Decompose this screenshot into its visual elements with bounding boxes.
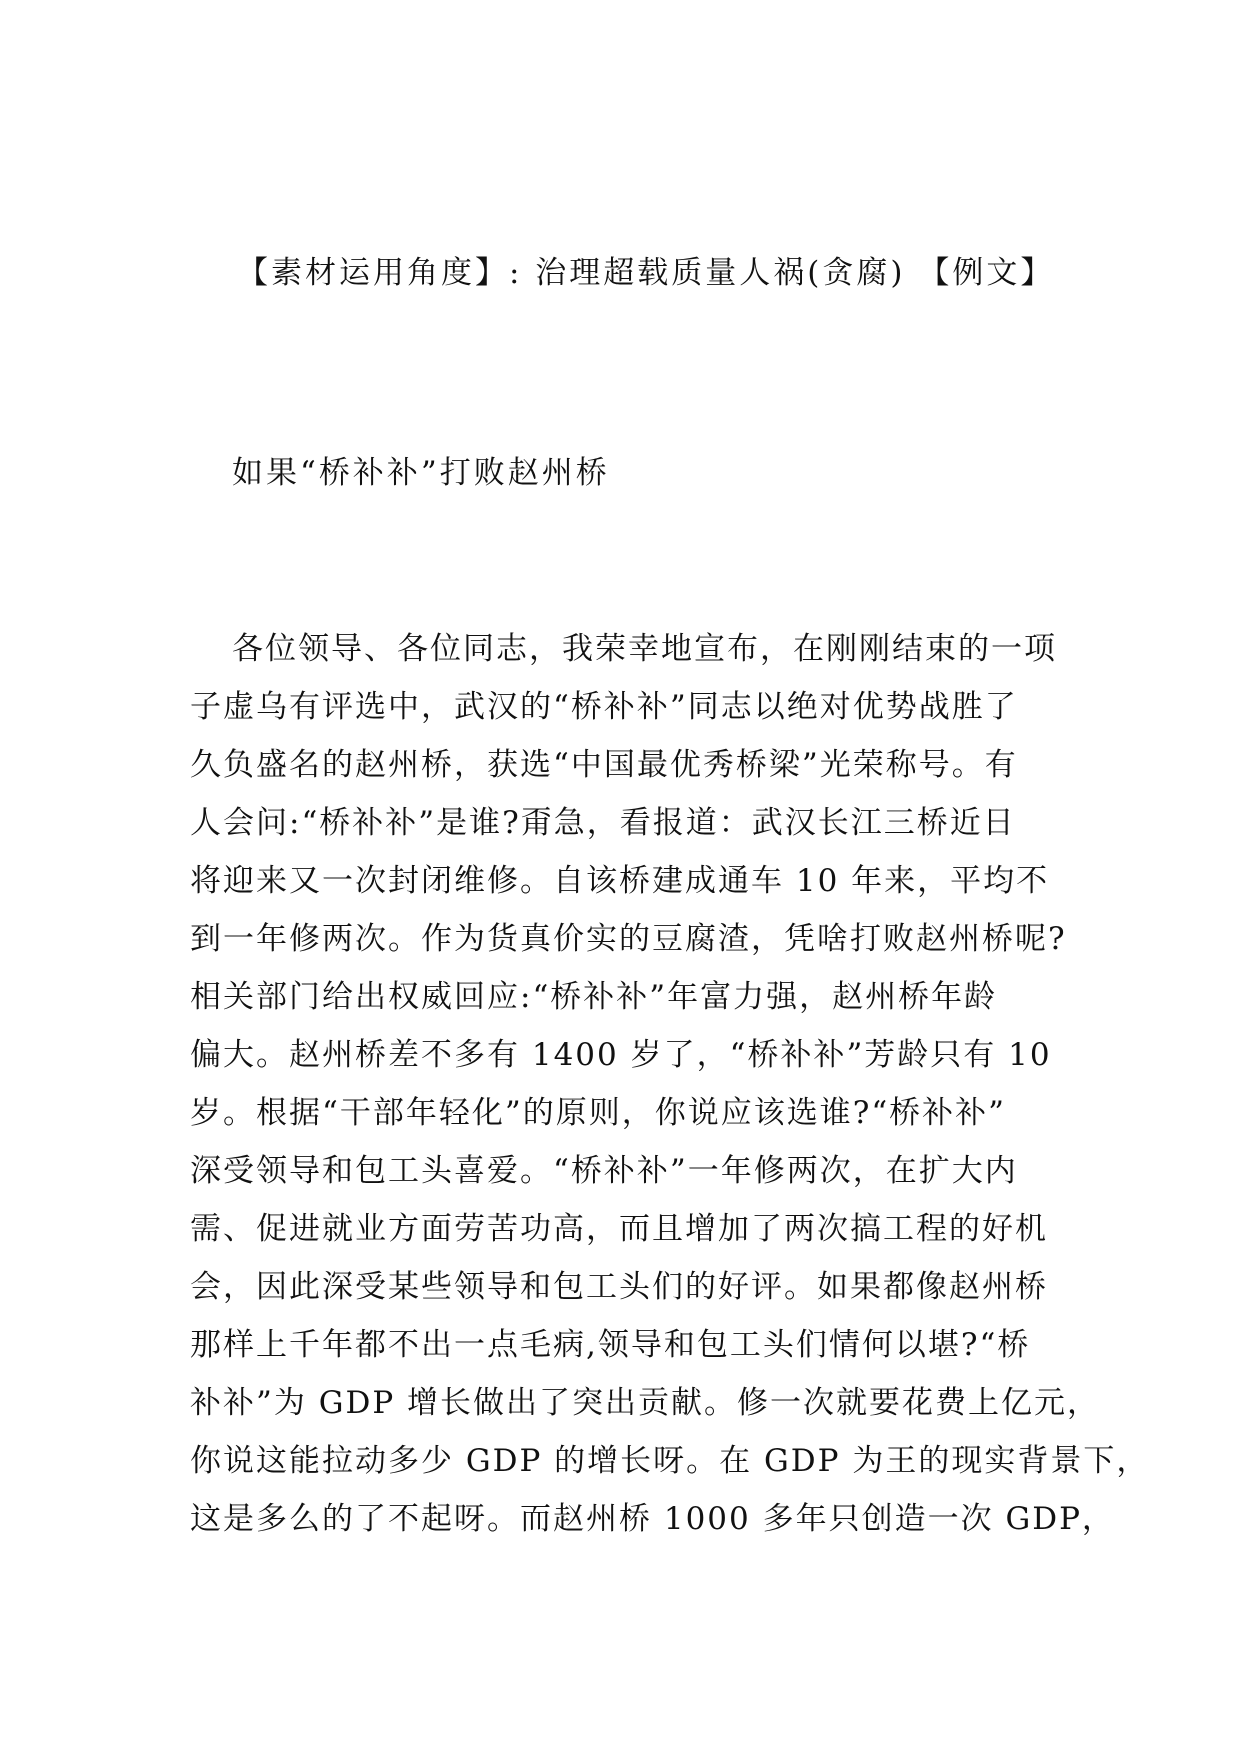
body-line: 偏大。赵州桥差不多有 1400 岁了，“桥补补”芳龄只有 10: [190, 1037, 1052, 1073]
body-line: 到一年修两次。作为货真价实的豆腐渣，凭啥打败赵州桥呢?: [190, 921, 1067, 957]
body-line: 会，因此深受某些领导和包工头们的好评。如果都像赵州桥: [190, 1269, 1048, 1305]
body-line: 岁。根据“干部年轻化”的原则，你说应该选谁?“桥补补”: [190, 1095, 1007, 1131]
body-line: 这是多么的了不起呀。而赵州桥 1000 多年只创造一次 GDP，: [190, 1501, 1115, 1537]
body-line: 需、促进就业方面劳苦功高，而且增加了两次搞工程的好机: [190, 1211, 1048, 1247]
body-line: 将迎来又一次封闭维修。自该桥建成通车 10 年来，平均不: [190, 863, 1050, 899]
body-line: 各位领导、各位同志，我荣幸地宣布，在刚刚结束的一项: [232, 631, 1057, 667]
body-line: 深受领导和包工头喜爱。“桥补补”一年修两次，在扩大内: [190, 1153, 1018, 1189]
essay-body: [190, 620, 1150, 1548]
body-line: 相关部门给出权威回应:“桥补补”年富力强，赵州桥年龄: [190, 979, 998, 1015]
body-line: 久负盛名的赵州桥，获选“中国最优秀桥梁”光荣称号。有: [190, 747, 1018, 783]
material-angle-heading: 【素材运用角度】: 治理超载质量人祸(贪腐) 【例文】: [237, 255, 1055, 291]
body-line: 补补”为 GDP 增长做出了突出贡献。修一次就要花费上亿元，: [190, 1385, 1101, 1421]
body-line: 人会问:“桥补补”是谁?甭急，看报道：武汉长江三桥近日: [190, 805, 1016, 841]
body-line: 你说这能拉动多少 GDP 的增长呀。在 GDP 为王的现实背景下，: [190, 1443, 1150, 1479]
essay-title: 如果“桥补补”打败赵州桥: [232, 455, 610, 491]
body-line: 那样上千年都不出一点毛病,领导和包工头们情何以堪?“桥: [190, 1327, 1031, 1363]
body-line: 子虚乌有评选中，武汉的“桥补补”同志以绝对优势战胜了: [190, 689, 1018, 725]
